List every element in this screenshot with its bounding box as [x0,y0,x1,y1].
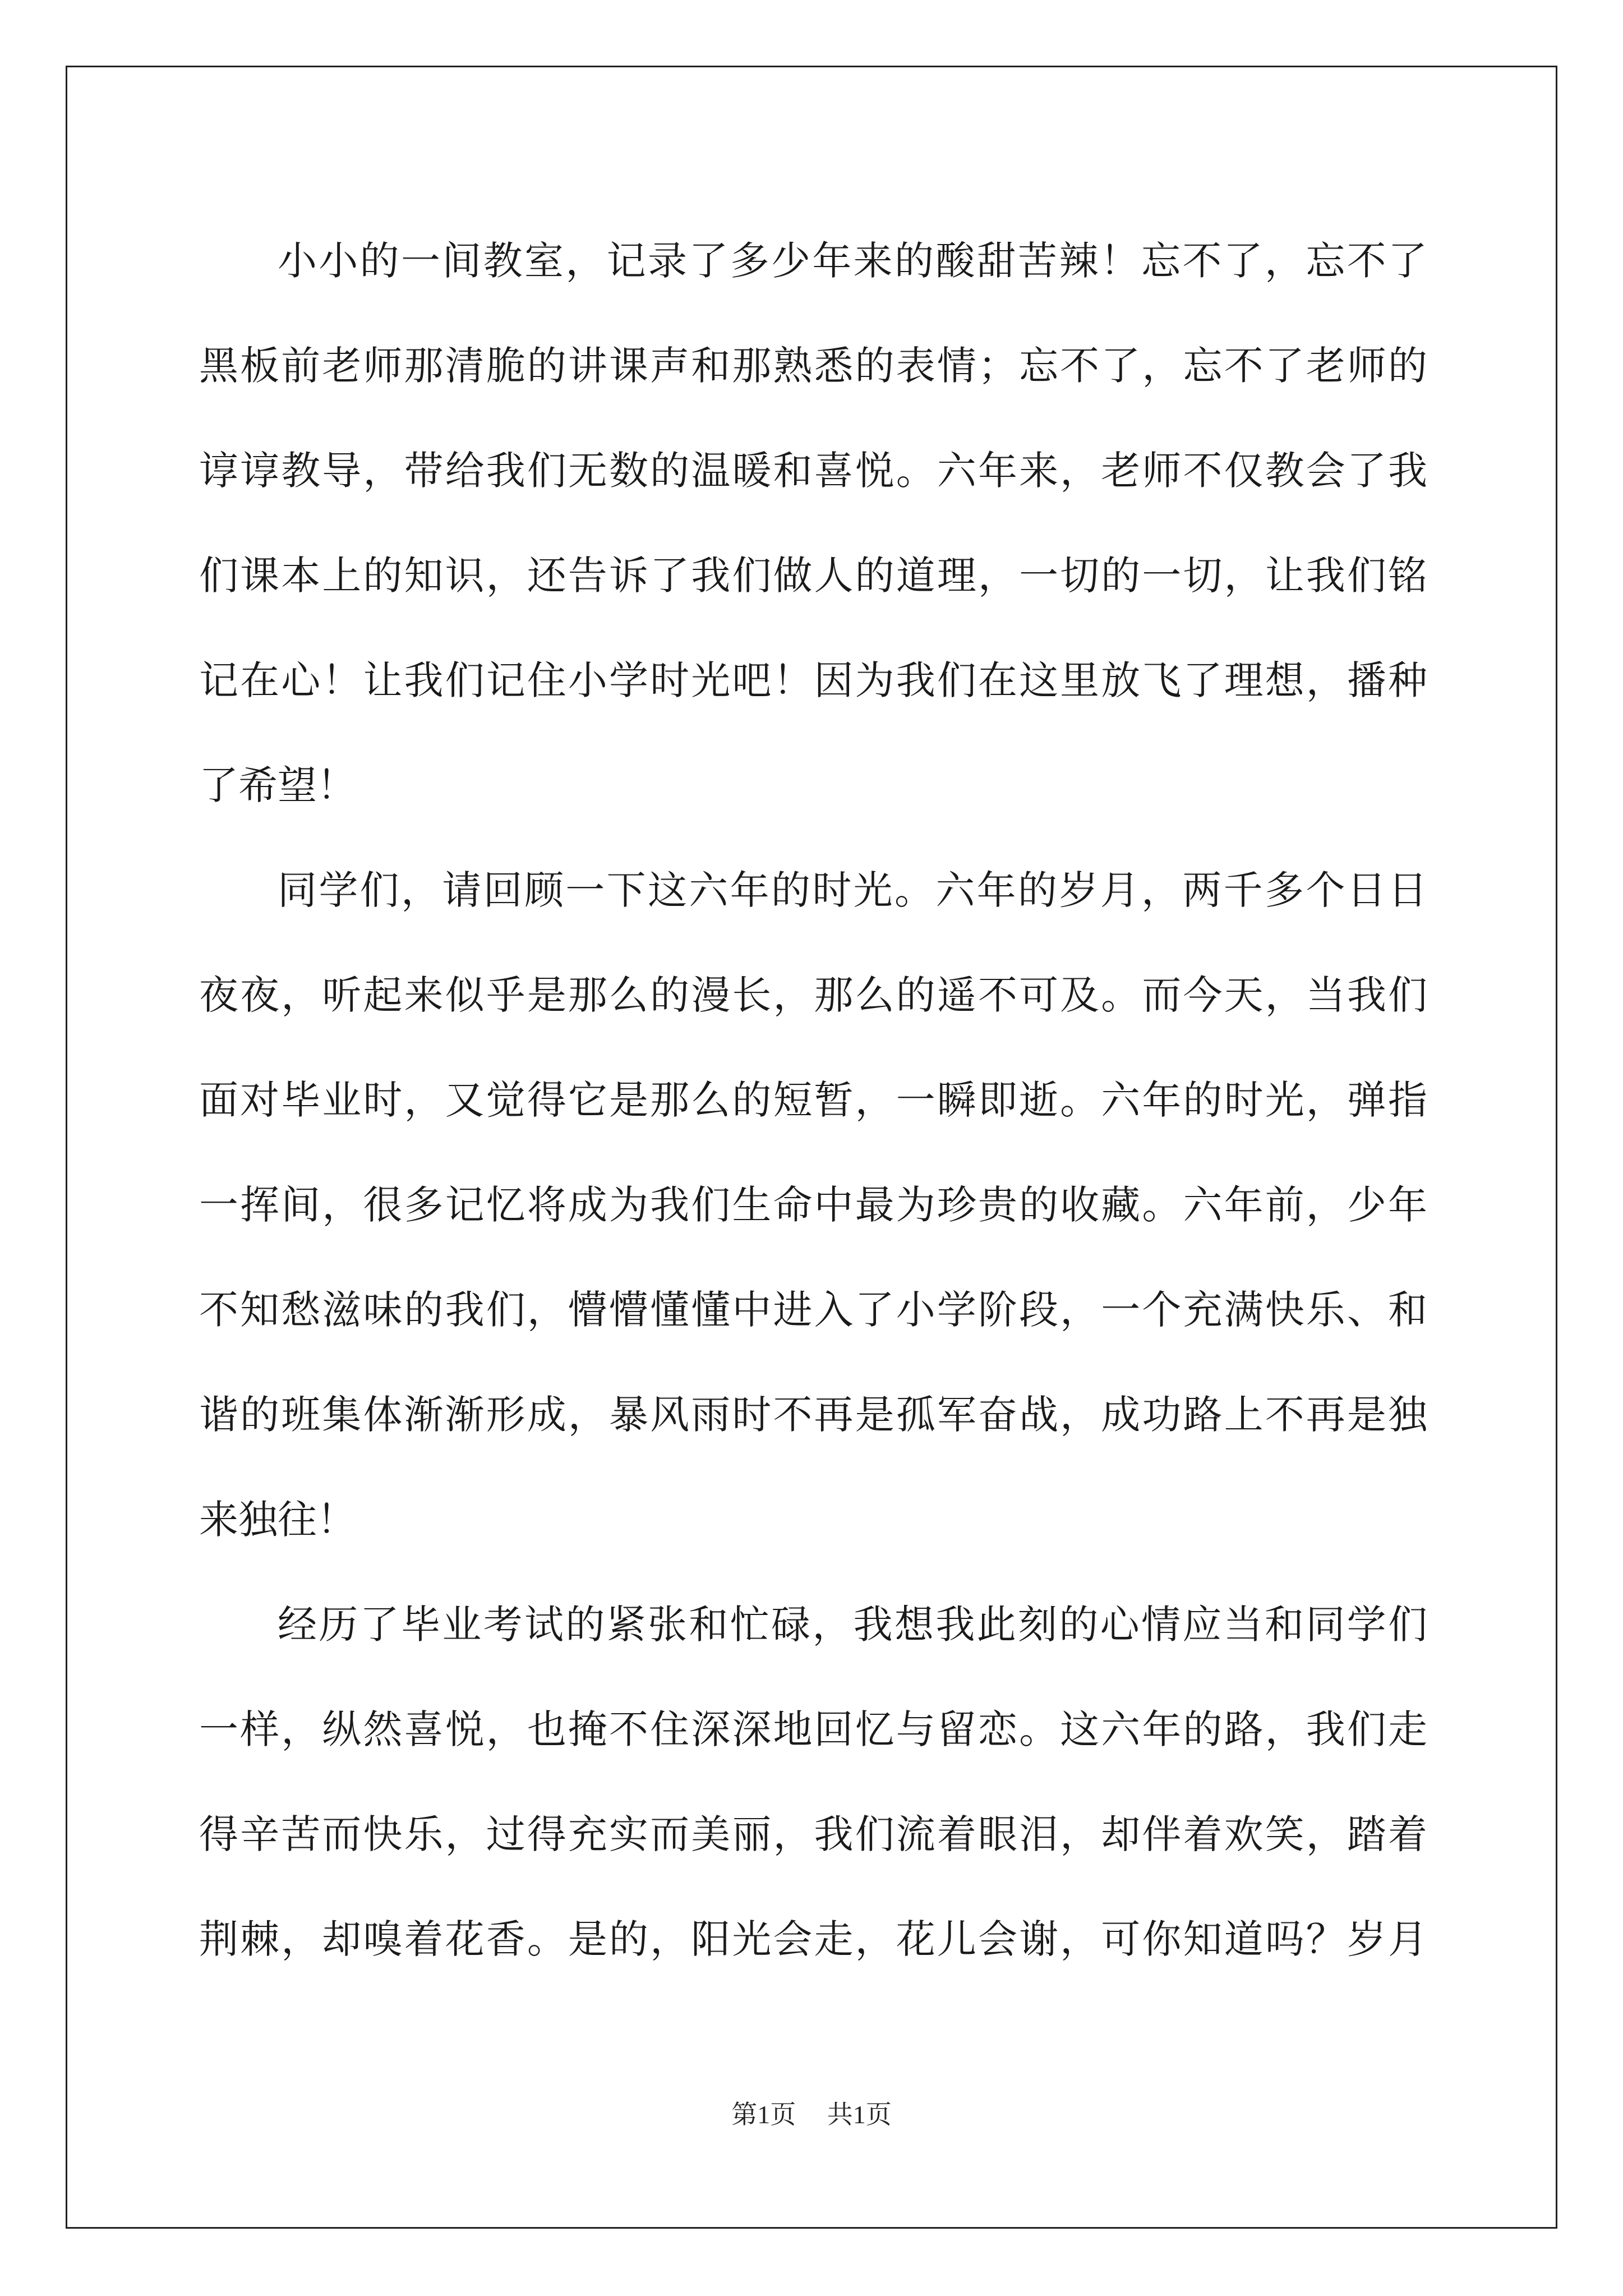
paragraph-3-line-1: 经历了毕业考试的紧张和忙碌，我想我此刻的心情应当和同学们 [278,1602,1427,1648]
paragraph-2-line-2: 夜夜，听起来似乎是那么的漫长，那么的遥不可及。而今天，当我们 [199,972,1427,1018]
paragraph-2-line-1: 同学们，请回顾一下这六年的时光。六年的岁月，两千多个日日 [278,867,1427,913]
paragraph-2-line-4: 一挥间，很多记忆将成为我们生命中最为珍贵的收藏。六年前，少年 [199,1182,1427,1228]
page-number: 第1页 [731,2100,796,2129]
paragraph-1-line-6: 了希望！ [199,762,356,808]
paragraph-1-line-5: 记在心！让我们记住小学时光吧！因为我们在这里放飞了理想，播种 [199,657,1427,703]
document-body [199,209,1427,1992]
paragraph-1-line-3: 谆谆教导，带给我们无数的温暖和喜悦。六年来，老师不仅教会了我 [199,448,1427,494]
paragraph-2-line-7: 来独往！ [199,1497,356,1543]
paragraph-3-line-2: 一样，纵然喜悦，也掩不住深深地回忆与留恋。这六年的路，我们走 [199,1706,1427,1752]
paragraph-3-line-4: 荆棘，却嗅着花香。是的，阳光会走，花儿会谢，可你知道吗？岁月 [199,1916,1427,1962]
paragraph-1-line-4: 们课本上的知识，还告诉了我们做人的道理，一切的一切，让我们铭 [199,553,1427,599]
paragraph-3-line-3: 得辛苦而快乐，过得充实而美丽，我们流着眼泪，却伴着欢笑，踏着 [199,1811,1427,1857]
paragraph-2-line-3: 面对毕业时，又觉得它是那么的短暂，一瞬即逝。六年的时光，弹指 [199,1077,1427,1123]
paragraph-1-line-1: 小小的一间教室，记录了多少年来的酸甜苦辣！忘不了，忘不了 [278,238,1427,284]
paragraph-2-line-5: 不知愁滋味的我们，懵懵懂懂中进入了小学阶段，一个充满快乐、和 [199,1287,1427,1333]
paragraph-2-line-6: 谐的班集体渐渐形成，暴风雨时不再是孤军奋战，成功路上不再是独 [199,1392,1427,1438]
page-footer [0,2094,1623,2131]
page-total: 共1页 [827,2100,892,2129]
paragraph-1-line-2: 黑板前老师那清脆的讲课声和那熟悉的表情；忘不了，忘不了老师的 [199,343,1427,389]
